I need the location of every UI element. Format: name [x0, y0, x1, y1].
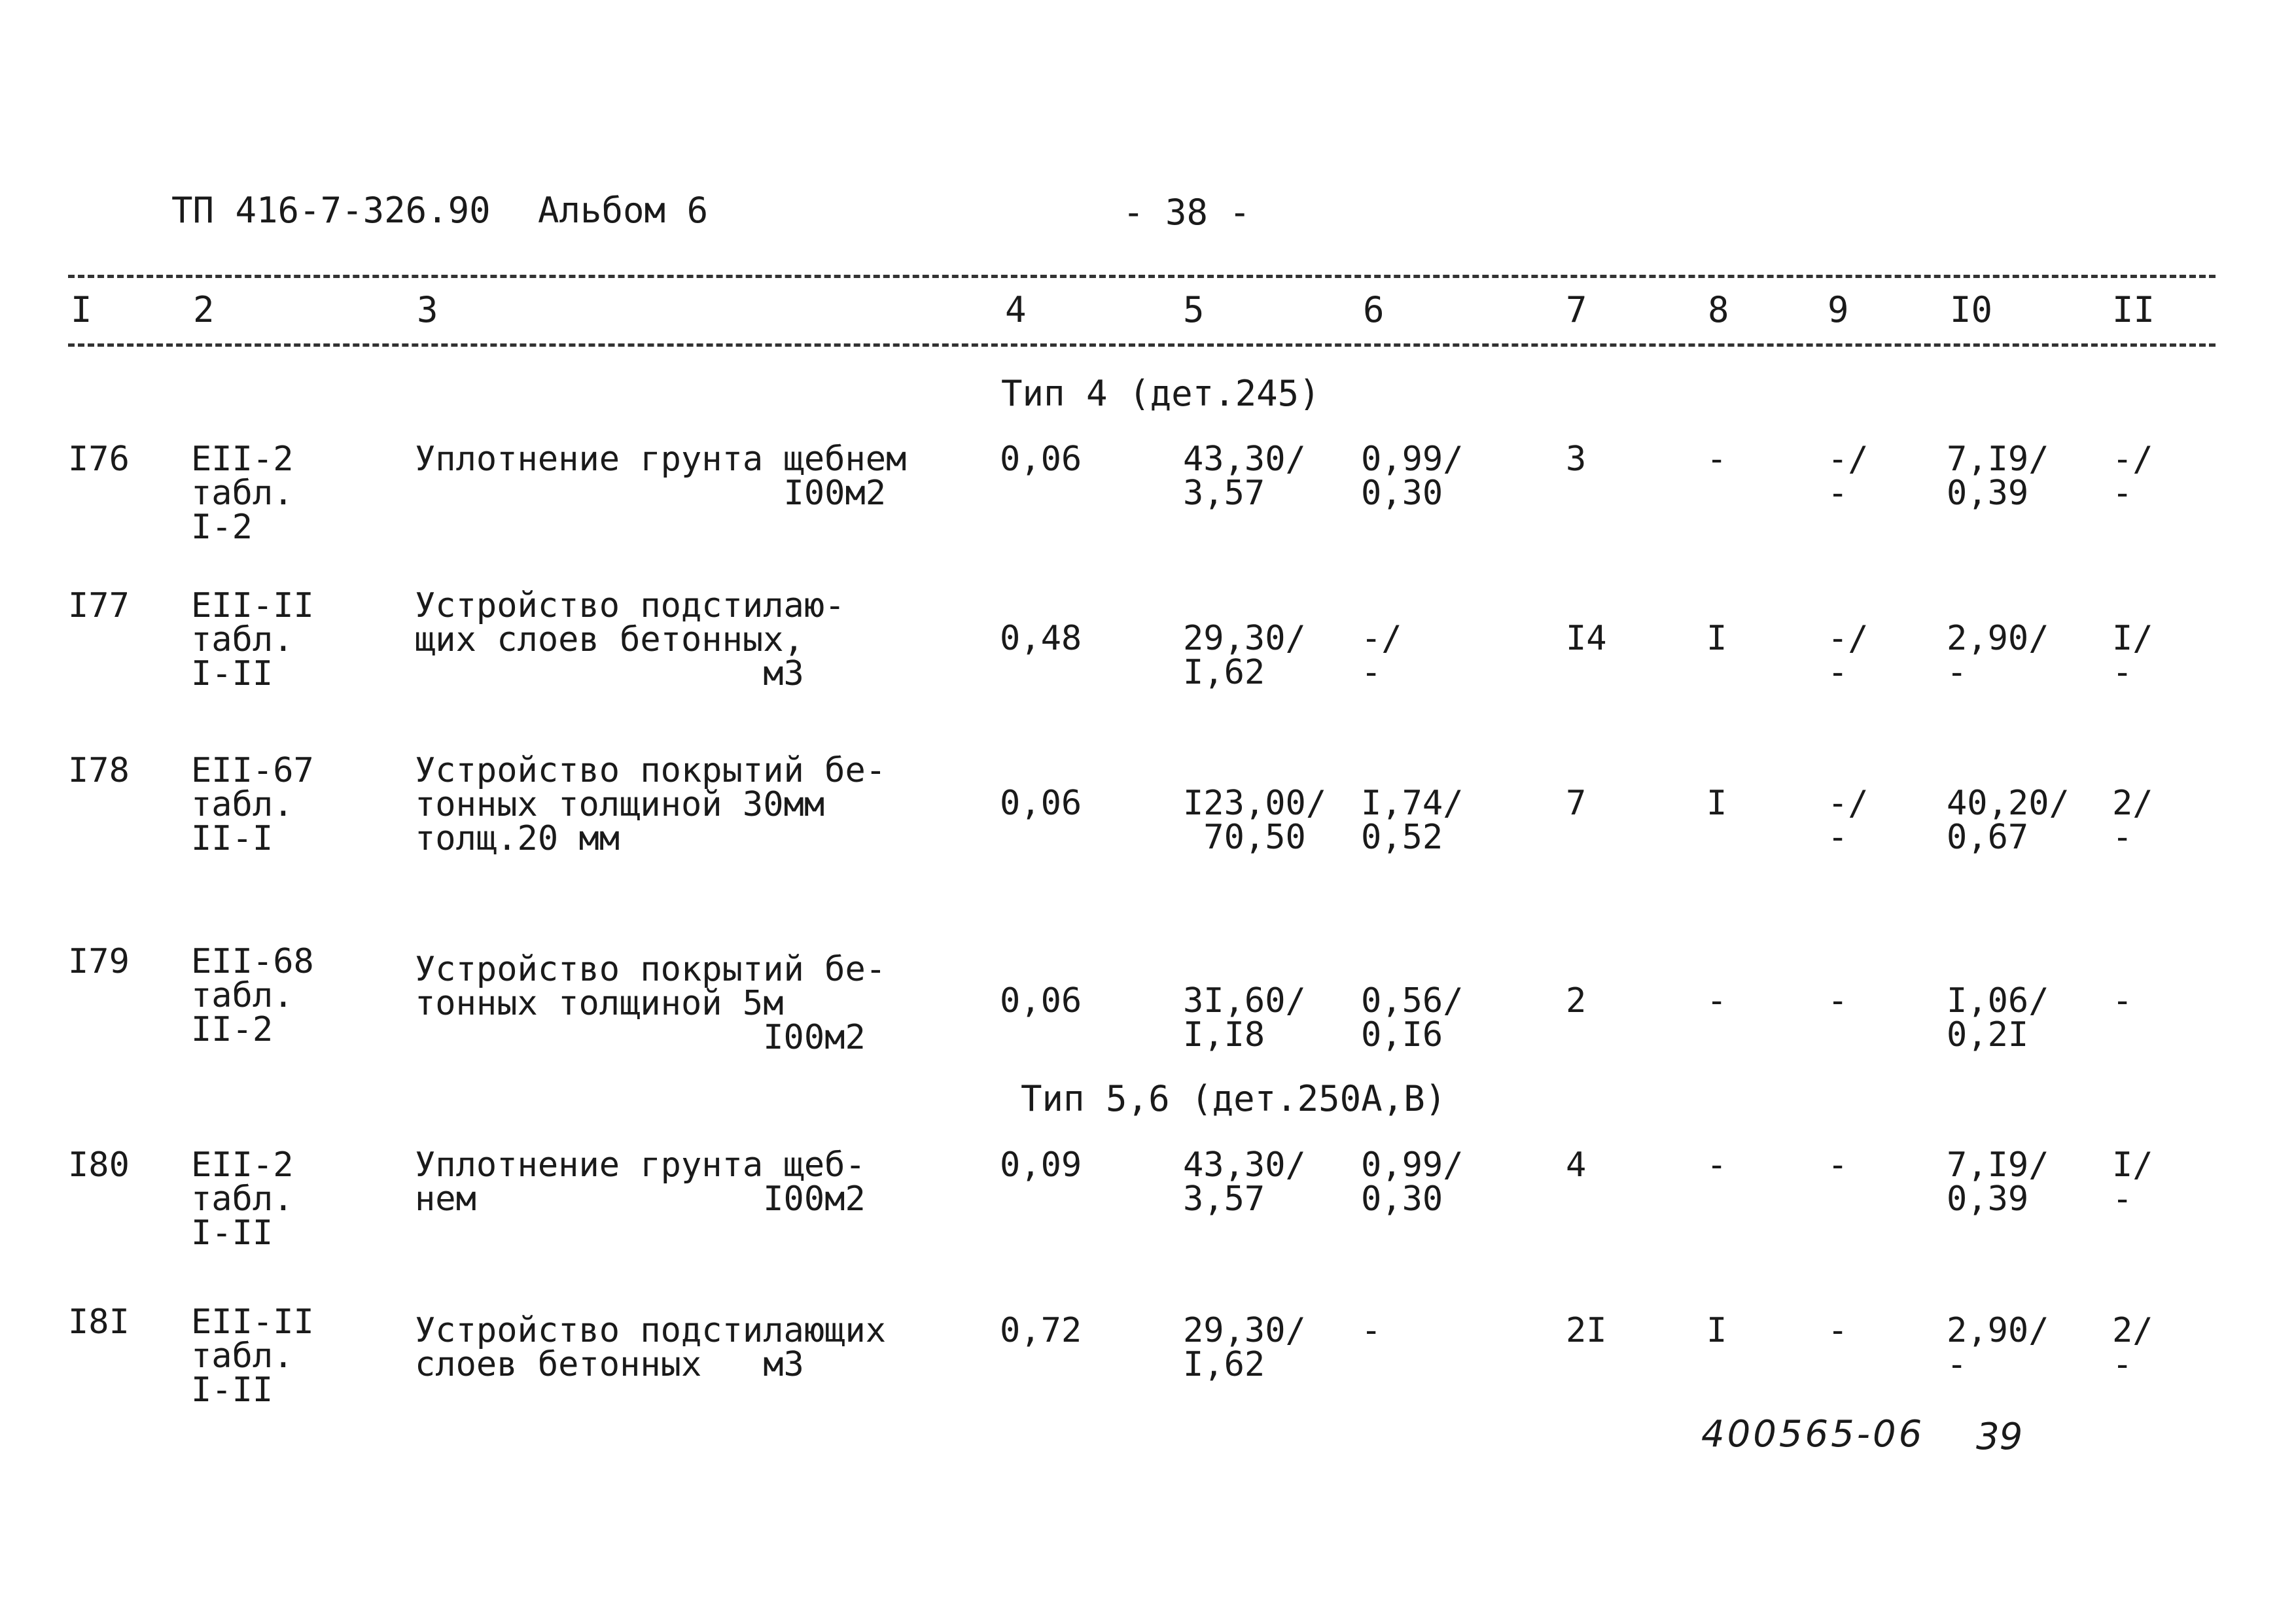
row-col5: I23,00/ 70,50: [1183, 784, 1327, 857]
row-col11: -: [2112, 981, 2133, 1021]
row-col4: 0,72: [1000, 1311, 1082, 1350]
page-number: - 38 -: [1123, 192, 1251, 233]
header-bottom-rule: [68, 343, 2216, 347]
row-col8: I: [1706, 784, 1727, 823]
row-col6: 0,99/ 0,30: [1361, 440, 1464, 513]
row-col7: 2: [1566, 981, 1587, 1021]
row-col9: -: [1828, 1311, 1848, 1350]
row-work-name: Уплотнение грунта щеб- нем I00м2: [415, 1145, 866, 1219]
row-col5: 29,30/ I,62: [1183, 619, 1306, 692]
row-col6: 0,56/ 0,I6: [1361, 981, 1464, 1055]
row-col7: 3: [1566, 440, 1587, 479]
row-code: ЕII-2 табл. I-II: [191, 1145, 294, 1253]
column-header-5: 5: [1183, 289, 1205, 330]
row-col7: I4: [1566, 619, 1607, 658]
row-col8: -: [1706, 981, 1727, 1021]
header-top-rule: [68, 275, 2216, 278]
column-header-2: 2: [193, 289, 215, 330]
row-col8: -: [1706, 1145, 1727, 1185]
row-work-name: Устройство подстилающих слоев бетонных м3: [415, 1311, 887, 1384]
row-col10: 7,I9/ 0,39: [1947, 1145, 2049, 1219]
row-col4: 0,06: [1000, 784, 1082, 823]
column-header-1: I: [71, 289, 92, 330]
row-number: I8I: [68, 1302, 130, 1342]
row-col9: -/ -: [1828, 619, 1869, 692]
row-col9: -: [1828, 1145, 1848, 1185]
row-col9: -/ -: [1828, 440, 1869, 513]
row-number: I78: [68, 751, 130, 790]
column-header-3: 3: [417, 289, 438, 330]
row-code: ЕII-II табл. I-II: [191, 1302, 314, 1410]
column-header-11: II: [2112, 289, 2155, 330]
column-header-6: 6: [1363, 289, 1385, 330]
row-col8: I: [1706, 619, 1727, 658]
row-number: I80: [68, 1145, 130, 1185]
column-header-7: 7: [1566, 289, 1587, 330]
row-number: I79: [68, 942, 130, 981]
row-col9: -/ -: [1828, 784, 1869, 857]
row-col5: 43,30/ 3,57: [1183, 440, 1306, 513]
row-col6: I,74/ 0,52: [1361, 784, 1464, 857]
row-col8: -: [1706, 440, 1727, 479]
row-code: ЕII-67 табл. II-I: [191, 751, 314, 858]
section-title: Тип 5,6 (дет.250А,В): [1021, 1078, 1447, 1119]
row-code: ЕII-2 табл. I-2: [191, 440, 294, 547]
column-header-9: 9: [1828, 289, 1849, 330]
album-label: Альбом 6: [538, 190, 709, 231]
row-number: I76: [68, 440, 130, 479]
row-col4: 0,48: [1000, 619, 1082, 658]
column-header-10: I0: [1950, 289, 1993, 330]
row-col6: -: [1361, 1311, 1382, 1350]
row-col11: 2/ -: [2112, 784, 2153, 857]
row-col10: 2,90/ -: [1947, 1311, 2049, 1384]
row-col6: -/ -: [1361, 619, 1402, 692]
row-col11: 2/ -: [2112, 1311, 2153, 1384]
row-col4: 0,06: [1000, 981, 1082, 1021]
row-col10: 2,90/ -: [1947, 619, 2049, 692]
row-work-name: Устройство покрытий бе- тонных толщиной 30мм толщ.20 мм: [415, 751, 887, 858]
row-col10: I,06/ 0,2I: [1947, 981, 2049, 1055]
row-col10: 40,20/ 0,67: [1947, 784, 2070, 857]
row-code: ЕII-68 табл. II-2: [191, 942, 314, 1049]
column-header-4: 4: [1005, 289, 1027, 330]
row-col4: 0,06: [1000, 440, 1082, 479]
row-col7: 4: [1566, 1145, 1587, 1185]
row-work-name: Устройство подстилаю- щих слоев бетонных, м3: [415, 586, 845, 693]
row-col5: 29,30/ I,62: [1183, 1311, 1306, 1384]
row-code: ЕII-II табл. I-II: [191, 586, 314, 693]
row-col9: -: [1828, 981, 1848, 1021]
row-col11: I/ -: [2112, 1145, 2153, 1219]
row-col10: 7,I9/ 0,39: [1947, 440, 2049, 513]
row-col5: 43,30/ 3,57: [1183, 1145, 1306, 1219]
row-col6: 0,99/ 0,30: [1361, 1145, 1464, 1219]
document-code: ТП 416-7-326.90: [171, 190, 491, 231]
row-col7: 2I: [1566, 1311, 1607, 1350]
row-col8: I: [1706, 1311, 1727, 1350]
row-col4: 0,09: [1000, 1145, 1082, 1185]
archive-stamp-code: 400565-06: [1701, 1413, 1925, 1456]
section-title: Тип 4 (дет.245): [1001, 373, 1320, 414]
row-work-name: Устройство покрытий бе- тонных толщиной 5м I00м2: [415, 950, 887, 1057]
row-col11: -/ -: [2112, 440, 2153, 513]
row-col5: 3I,60/ I,I8: [1183, 981, 1306, 1055]
sheet-number: 39: [1976, 1416, 2023, 1458]
row-work-name: Уплотнение грунта щебнем I00м2: [415, 440, 907, 513]
row-col11: I/ -: [2112, 619, 2153, 692]
column-header-8: 8: [1708, 289, 1729, 330]
row-number: I77: [68, 586, 130, 625]
row-col7: 7: [1566, 784, 1587, 823]
